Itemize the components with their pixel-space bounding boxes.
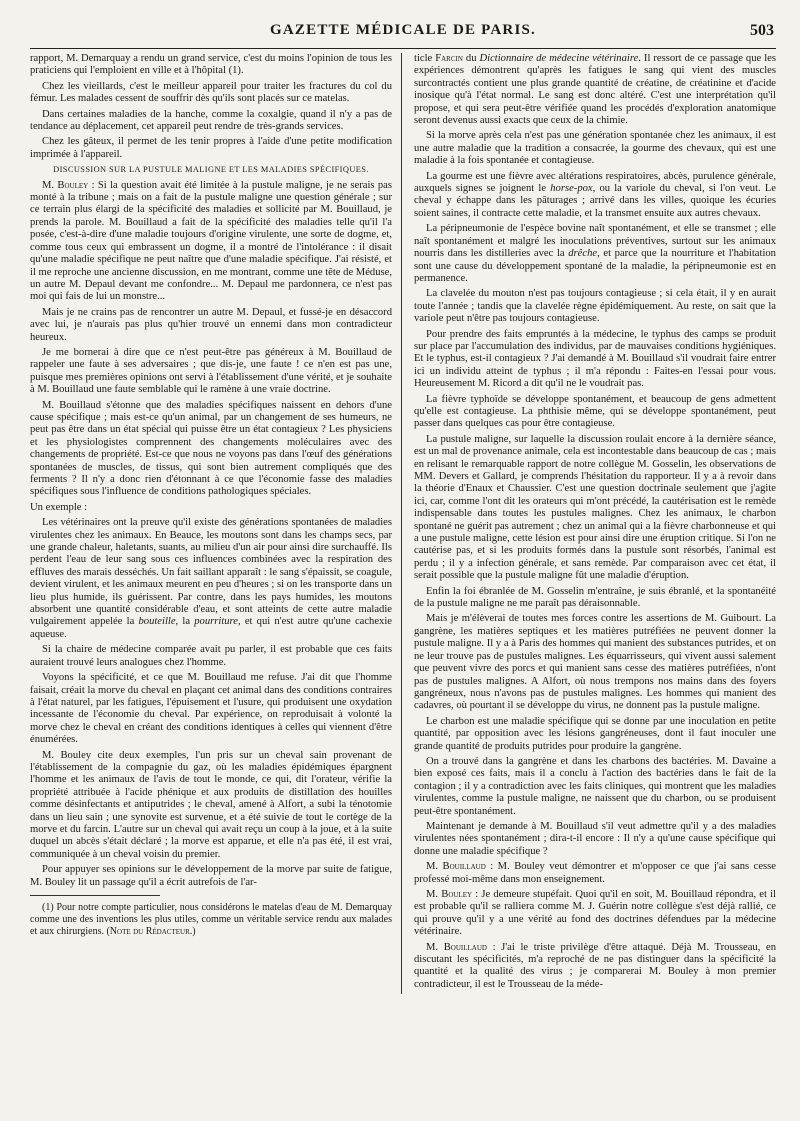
paragraph: Voyons la spécificité, et ce que M. Bouillaud me refuse. J'ai dit que l'homme faisait, créait la morve du cheval en plaçant cet animal dans des conditions contraires à l'état naturel, par les fatigues, l'épuisement et l'usure, qui produisent une oxydation incessante de l'économie du cheval. Par expérience, on reproduisait à volonté la morve chez le cheval en créant des conditions identiques à celles qui viennent d'être énumérées. bbox=[30, 672, 392, 746]
speech-text: : Si la question avait été limitée à la pustule maligne, je ne serais pas monté à la tribune ; mais on a fait de la pustule maligne une question générale ; sur ce terrain plus élargi de la spécificité des maladies et sollicité par M. Bouillaud, je prends la parole. M. Bouillaud a fait de la spécificité des maladies telle qu'il l'a posée, c'est-à-dire d'une maladie toujours d'origine virulente, une sorte de dogme, et, comme tous ceux qui embrassent un dogme, il a montré de l'intolérance : il disait qu'une maladie spécifique ne peut naître que d'une maladie spécifique. J'ai résisté, et il me reproche une ancienne discussion, en me montrant, comme une tête de Méduse, un autre M. Depaul devant me confondre... M. Depaul me pardonnera, ce n'est pas moi qui fais de lui un monstre... bbox=[30, 179, 392, 303]
dialogue-paragraph bbox=[414, 889, 776, 939]
paragraph bbox=[30, 517, 392, 641]
text-run: du bbox=[462, 53, 480, 64]
italic-term: drêche bbox=[568, 248, 598, 260]
text-run: , la bbox=[175, 616, 195, 628]
paragraph: Pour prendre des faits empruntés à la médecine, le typhus des camps se produit sur place par l'accumulation des individus, par de mauvaises conditions hygiéniques. Et le typhus, est-il contagieux ? J'ai demandé à M. Bouillaud s'il voudrait faire entrer ici un individu atteint de typhus ; il m'a répondu : Faites-en l'essai pour vous. Heureusement M. Ricord a dit qu'il ne le voudrait pas. bbox=[414, 328, 776, 390]
left-column bbox=[30, 53, 392, 994]
paragraph: La clavelée du mouton n'est pas toujours contagieuse ; si cela était, il y en aurait toute l'année ; tandis que la clavelée règne épidémiquement. Au reste, on sait que la variole peut n'être pas toujours contagieuse. bbox=[414, 288, 776, 325]
paragraph: Un exemple : bbox=[30, 501, 88, 513]
italic-title: Dictionnaire de médecine vétérinaire bbox=[479, 53, 639, 64]
paragraph: Maintenant je demande à M. Bouillaud s'il veut admettre qu'il y a des maladies virulentes nées spontanément ; dira-t-il encore : Il n'y a qu'une cause spécifique qui donne une maladie spécifique ? bbox=[414, 820, 776, 857]
italic-term: pourriture bbox=[194, 616, 238, 628]
paragraph: Mais je ne crains pas de rencontrer un autre M. Depaul, et fussé-je en désaccord avec lui, je n'aurais pas plus qu'hier trouvé un ennemi dans mon contradicteur heureux. bbox=[30, 306, 392, 343]
text-run: ticle bbox=[414, 53, 436, 64]
footnote-text: (1) Pour notre compte particulier, nous considérons le matelas d'eau de M. Demarquay comme une des inventions les plus utiles, comme un véritable service rendu aux malades et aux chirurgiens. bbox=[30, 902, 392, 937]
italic-term: bouteille bbox=[138, 616, 176, 628]
speaker-name: M. Bouley bbox=[42, 179, 89, 191]
paragraph bbox=[30, 180, 392, 304]
paragraph: Enfin la foi ébranlée de M. Gosselin m'entraîne, je suis ébranlé, et la spontanéité de la pustule maligne ne me paraît pas déraisonnable. bbox=[414, 585, 776, 610]
footnote bbox=[30, 902, 392, 938]
dialogue-paragraph bbox=[414, 861, 776, 886]
speaker-name: M. Bouillaud bbox=[426, 861, 486, 873]
article-term: Farcin bbox=[435, 53, 463, 64]
paragraph: Je me bornerai à dire que ce n'est peut-être pas généreux à M. Bouillaud de rappeler une faute à ses adversaires ; que dis-je, une faute ! ce n'en est pas une, puisque mes premières opinions ont servi à l'établissement d'une vérité, et je souhaite à M. Bouillaud une faute semblable qui le ramène à une vraie doctrine. bbox=[30, 346, 392, 396]
text-run: . Il ressort de ce passage que les expériences démontrent qu'après les fatigues le sang qui vient des muscles surcontractés contient une plus grande quantité de créatine, de créatinine et d'acide inosique qu'à l'état normal. Le sang est donc altéré. C'est une interprétation qu'il propose, et qui sera peut-être vérifiée quand les procédés d'exploration anatomique seront devenus aussi exacts que ceux de la chimie. bbox=[414, 53, 776, 127]
text-run: La gourme est une fièvre avec altérations respiratoires, abcès, purulence générale, auxquels signes se joignent le bbox=[414, 170, 776, 195]
right-column bbox=[414, 53, 776, 994]
paragraph: Chez les vieillards, c'est le meilleur appareil pour traiter les fractures du col du fémur. Les malades cessent de souffrir dès qu'ils sont placés sur ce matelas. bbox=[30, 80, 392, 105]
speech-text: : M. Bouley veut démontrer et m'opposer ce que j'ai sans cesse professé moi-même dans mon enseignement. bbox=[414, 861, 776, 885]
text-columns bbox=[30, 53, 776, 994]
paragraph: Si la morve après cela n'est pas une génération spontanée chez les animaux, il est une autre maladie que la tradition a consacrée, la gourme des chevaux, qui est une maladie à la fois spontanée et contagieuse. bbox=[414, 130, 776, 167]
italic-term: horse-pox bbox=[550, 183, 593, 195]
speaker-name: M. Bouillaud bbox=[426, 941, 487, 953]
text-run: , ou la variole du cheval, si l'on veut. Le cheval y échappe dans les pâturages ; arrivé dans les villes, quoique les écuries soient saines, il contracte cette maladie, et la transmet ensuite aux autres chevaux. bbox=[414, 183, 777, 219]
paragraph: Si la chaire de médecine comparée avait pu parler, il est probable que ces faits auraient trouvé leurs analogues chez l'homme. bbox=[30, 644, 392, 668]
paragraph: Dans certaines maladies de la hanche, comme la coxalgie, quand il n'y a pas de tendance au déplacement, cet appareil peut rendre de très-grands services. bbox=[30, 108, 392, 133]
paragraph: La pustule maligne, sur laquelle la discussion roulait encore à la dernière séance, est un mal de provenance animale, cela est incontestable dans beaucoup de cas ; mais en relisant le remarquable rapport de notre collègue M. Gosselin, les observations de MM. Devers et Gallard, je comprends l'hésitation du rapporteur. Il y a à revoir dans la théorie d'Enaux et Chaussier. C'est une question doctrinale seulement que j'agite ici, car, comme l'ont dit les orateurs qui m'ont précédé, la cautérisation est le remède indispensable dans toutes les pustules malignes. Chez les animaux, le charbon spontané ne guérit pas autrement ; chez un animal qui a la fièvre charbonneuse et qui a une pustule maligne, cette lésion est pour ainsi dire une éruption critique. Si l'on ne cautérise pas, et si les produits formés dans la pustule sont résorbés, l'animal est perdu ; il y a infection générale, et sans remède. Par comparaison avec cet état, il serait possible que la pustule maligne fût une maladie d'éruption. bbox=[414, 433, 776, 582]
paragraph: Mais je m'élèverai de toutes mes forces contre les assertions de M. Guibourt. La gangrène, les matières septiques et les matières putréfiées ne peuvent donner la pustule maligne. Il y a à Paris des hommes qui manient des substances putrides, et on ne leur trouve pas de pustules malignes. Les équarrisseurs, qui vivent aussi salement que peuvent vivre des porcs et qui manient sans cesse des matières putréfiées, n'ont pas de pustules malignes. A Alfort, où nous trempons nos mains dans des foyers gangréneux, nous n'avons pas de pustules malignes. Les hommes qui manient des cadavres, où pourtant il se développe du virus, ne donnent pas la pustule maligne. bbox=[414, 613, 776, 712]
text-run: La péripneumonie de l'espèce bovine naît spontanément, et elle se transmet ; elle naît spontanément et malgré les inoculations préventives, surtout sur les animaux nourris dans les distilleries avec la bbox=[414, 223, 776, 260]
column-divider bbox=[401, 53, 402, 994]
page-header bbox=[30, 20, 776, 49]
paragraph: M. Bouley cite deux exemples, l'un pris sur un cheval sain provenant de l'établissement de la compagnie du gaz, où les maladies épidémiques épargnent l'homme et les animaux de l'avis de tout le monde, ce qui, dit l'orateur, vérifie la propriété attribuée à l'acide phénique et aux produits de distillation des houilles comme désinfectants et antiputrides ; le cheval, amené à Alfort, a subi la ténotomie dans un lieu sain ; une synovite est survenue, et a été suivie de tout le cortège de la morve et du farcin. L'autre sur un cheval qui avait reçu un coup à la joue, et à la suite duquel un abcès s'était déclaré ; la morve est apparue, et elle n'a pas été, il est vrai, communiquée à un cheval voisin du premier. bbox=[30, 749, 392, 860]
paragraph: Chez les gâteux, il permet de les tenir propres à l'aide d'une petite modification imprimée à l'appareil. bbox=[30, 136, 392, 160]
paragraph bbox=[414, 223, 776, 285]
editor-note: (Note du Rédacteur.) bbox=[106, 926, 196, 937]
paragraph bbox=[414, 171, 776, 221]
speech-text: : J'ai le triste privilège d'être attaqué. Déjà M. Trousseau, en discutant les spécificités, m'a reproché de ne pas distinguer dans la spécificité la quantité et la qualité des virus ; je comparerai M. Bouley à mon premier contradicteur, il est le Trousseau de la méde- bbox=[414, 941, 776, 990]
speech-text: : Je demeure stupéfait. Quoi qu'il en soit, M. Bouillaud répondra, et il est probable qu'il se ralliera comme M. J. Guérin notre collègue s'est déjà rallié, ce qui prouve qu'il y a une vérité au fond des doctrines défendues par la médecine vétérinaire. bbox=[414, 889, 776, 938]
speaker-name: M. Bouley bbox=[426, 889, 473, 900]
text-run: , et parce que la nourriture et l'habitation sont une cause du développement spontané de la maladie, la péripneumonie est en permanence. bbox=[414, 248, 776, 284]
paragraph: Pour appuyer ses opinions sur le développement de la morve par suite de fatigue, M. Bouley lit un passage qu'il a écrit autrefois de l'ar- bbox=[30, 864, 392, 888]
paragraph: On a trouvé dans la gangrène et dans les charbons des bactéries. M. Davaine a bien exposé ces faits, mais il a conclu à l'action des bactéries dans le fait de la contagion ; il y a contradiction avec les faits cliniques, qui montrent que les maladies virulentes, comme la pustule maligne, ne naissent que du charbon, ou se produisent peut-être spontanément. bbox=[414, 755, 776, 817]
paragraph: Le charbon est une maladie spécifique qui se donne par une inoculation en petite quantité, par opposition avec les lésions gangréneuses, dont il faut inoculer une grande quantité de produits putrides pour produire la gangrène. bbox=[414, 715, 776, 752]
dialogue-paragraph bbox=[414, 942, 776, 992]
paragraph: La fièvre typhoïde se développe spontanément, et beaucoup de gens admettent qu'elle est contagieuse. La phthisie même, qui se développe spontanément, peut passer dans quelques cas pour être contagieuse. bbox=[414, 393, 776, 430]
section-title: DISCUSSION SUR LA PUSTULE MALIGNE ET LES MALADIES SPÉCIFIQUES. bbox=[53, 165, 369, 175]
journal-title: GAZETTE MÉDICALE DE PARIS. bbox=[270, 22, 536, 38]
paragraph: rapport, M. Demarquay a rendu un grand service, c'est du moins l'opinion de tous les praticiens qui l'emploient en ville et à l'hôpital (1). bbox=[30, 53, 392, 77]
text-run: Les vétérinaires ont la preuve qu'il existe des générations spontanées de maladies virulentes chez les animaux. En Beauce, les moutons sont dans les champs secs, par une grande chaleur, haletants, suants, au milieu d'un air pour ainsi dire surchauffé. Ils perdent l'eau de leur sang sous ces influences combinées avec la respiration des effluves des marais desséchés. Un fait saillant apparaît : le sang s'épaissit, se coagule, devient virulent, et les animaux meurent en peu d'heures ; si on les transporte dans un lieu plus humide, ils guérissent. Par contre, dans les pays humides, les moutons absorbent une quantité considérable d'eau, et sont atteints de cette autre maladie vulgairement appelée la bbox=[30, 517, 392, 628]
page-number: 503 bbox=[750, 22, 774, 39]
paragraph: M. Bouillaud s'étonne que des maladies spécifiques naissent en dehors d'une cause spécifique ; mais est-ce qu'un animal, par un changement de ses humeurs, ne peut pas être dans un état spécial qui puisse être un état contagieux ? Les physiciens et les physiologistes comprennent des changements moléculaires avec des changements de propriété. Est-ce que nous ne voyons pas dans l'œuf des générations spontanées de muscles, de tissus, qui sont bien autrement compliqués que des ferments ? Il n'y a donc rien d'étonnant à ce que l'économie fasse des maladies spécifiques sous l'influence de conditions pathologiques spéciales. bbox=[30, 399, 392, 498]
text-run: , et qui n'est autre qu'une cachexie aqueuse. bbox=[30, 616, 392, 640]
paragraph bbox=[414, 53, 776, 127]
footnote-rule bbox=[30, 895, 160, 896]
